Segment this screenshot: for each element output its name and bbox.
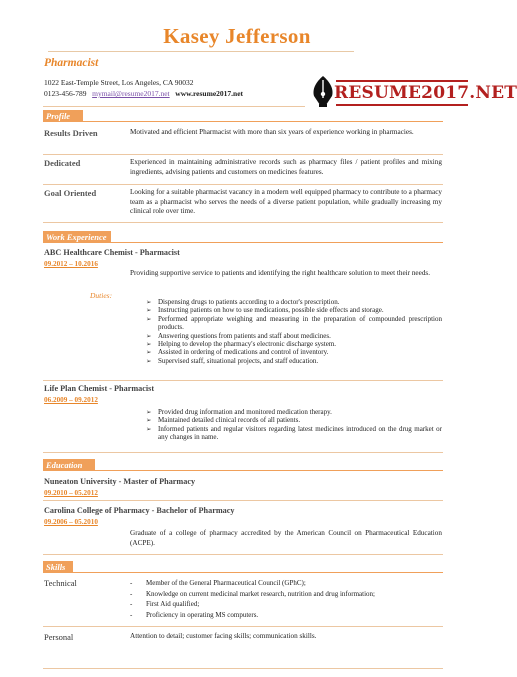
employment-dates: 09.2012 – 10.2016 bbox=[44, 260, 98, 268]
technical-skills-list bbox=[130, 578, 442, 620]
profile-text: Looking for a suitable pharmacist vacancy in a modern well equipped pharmacy to contribute to a pharmacy team as a pharmacist who serves the needs of a diverse patient population, while gradually increasing my clinical role over time. bbox=[130, 188, 442, 216]
job-summary: Providing supportive service to patients and identifying the right healthcare solution to meet their needs. bbox=[130, 269, 431, 277]
divider bbox=[43, 626, 443, 627]
logo-rule-top bbox=[336, 80, 468, 82]
skills-section-line bbox=[43, 572, 443, 573]
header-divider bbox=[48, 51, 354, 52]
skills-technical-label: Technical bbox=[44, 578, 77, 588]
contact-line bbox=[44, 89, 243, 98]
list-item: - Knowledge on current medicinal market research, nutrition and drug information; bbox=[130, 589, 442, 600]
brand-logo: RESUME2017.NET bbox=[334, 83, 517, 103]
duties-list bbox=[146, 298, 442, 365]
section-header-skills: Skills bbox=[43, 561, 73, 573]
skills-personal-label: Personal bbox=[44, 632, 74, 642]
school-degree: Nuneaton University - Master of Pharmacy bbox=[44, 477, 196, 486]
list-item: ➢ Informed patients and regular visitors regarding latest medicines introduced on the drug market or any changes in name. bbox=[146, 425, 442, 442]
list-item: - First Aid qualified; bbox=[130, 599, 442, 610]
divider bbox=[43, 452, 443, 453]
section-header-work-experience: Work Experience bbox=[43, 231, 111, 243]
phone: 0123-456-789 bbox=[44, 89, 87, 98]
profile-text: Motivated and efficient Pharmacist with more than six years of experience working in pharmacies. bbox=[130, 128, 414, 136]
list-item: ➢ Performed appropriate weighing and measuring in the preparation of compounded prescription products. bbox=[146, 315, 442, 332]
profile-text: Experienced in maintaining administrative records such as pharmacy files / patient profiles and mixing ingredients, advising patients and customers on medicines features. bbox=[130, 158, 442, 176]
employer-role: ABC Healthcare Chemist - Pharmacist bbox=[44, 248, 180, 257]
employment-dates: 06.2009 – 09.2012 bbox=[44, 396, 98, 404]
employer-role: Life Plan Chemist - Pharmacist bbox=[44, 384, 155, 393]
list-item: ➢ Assisted in ordering of medications and control of inventory. bbox=[146, 348, 442, 356]
section-header-education: Education bbox=[43, 459, 95, 471]
education-dates: 09.2010 – 05.2012 bbox=[44, 489, 98, 497]
list-item: ➢ Provided drug information and monitored medication therapy. bbox=[146, 408, 442, 416]
duties-list bbox=[146, 408, 442, 442]
email-link[interactable]: mymail@resume2017.net bbox=[92, 89, 170, 98]
divider bbox=[43, 184, 443, 185]
list-item: ➢ Answering questions from patients and staff about medicines. bbox=[146, 332, 442, 340]
list-item: - Proficiency in operating MS computers. bbox=[130, 610, 442, 621]
candidate-name: Kasey Jefferson bbox=[163, 24, 311, 48]
profile-label: Dedicated bbox=[44, 158, 81, 168]
duties-label: Duties: bbox=[90, 291, 113, 300]
profile-label: Goal Oriented bbox=[44, 188, 97, 198]
section-header-profile: Profile bbox=[43, 110, 83, 122]
profile-section-line bbox=[43, 121, 443, 122]
list-item: - Member of the General Pharmaceutical Council (GPhC); bbox=[130, 578, 442, 589]
footer-divider bbox=[43, 668, 443, 669]
education-section-line bbox=[43, 470, 443, 471]
divider bbox=[43, 222, 443, 223]
job-title: Pharmacist bbox=[44, 57, 99, 69]
divider bbox=[43, 554, 443, 555]
contact-divider bbox=[43, 106, 305, 107]
profile-label: Results Driven bbox=[44, 128, 98, 138]
divider bbox=[43, 500, 443, 501]
divider bbox=[43, 380, 443, 381]
personal-skills: Attention to detail; customer facing skills; communication skills. bbox=[130, 632, 317, 640]
list-item: ➢ Helping to develop the pharmacy's electronic discharge system. bbox=[146, 340, 442, 348]
education-description: Graduate of a college of pharmacy accredited by the American Council on Pharmaceutical Education (ACPE). bbox=[130, 529, 442, 547]
logo-rule-bottom bbox=[336, 104, 468, 106]
list-item: ➢ Supervised staff, situational projects, and staff education. bbox=[146, 357, 442, 365]
address: 1022 East-Temple Street, Los Angeles, CA 90032 bbox=[44, 78, 194, 87]
list-item: ➢ Dispensing drugs to patients according to a doctor's prescription. bbox=[146, 298, 442, 306]
education-dates: 09.2006 – 05.2010 bbox=[44, 518, 98, 526]
divider bbox=[43, 154, 443, 155]
website: www.resume2017.net bbox=[175, 89, 244, 98]
list-item: ➢ Maintained detailed clinical records of all patients. bbox=[146, 416, 442, 424]
list-item: ➢ Instructing patients on how to use medications, possible side effects and storage. bbox=[146, 306, 442, 314]
school-degree: Carolina College of Pharmacy - Bachelor of Pharmacy bbox=[44, 506, 235, 515]
